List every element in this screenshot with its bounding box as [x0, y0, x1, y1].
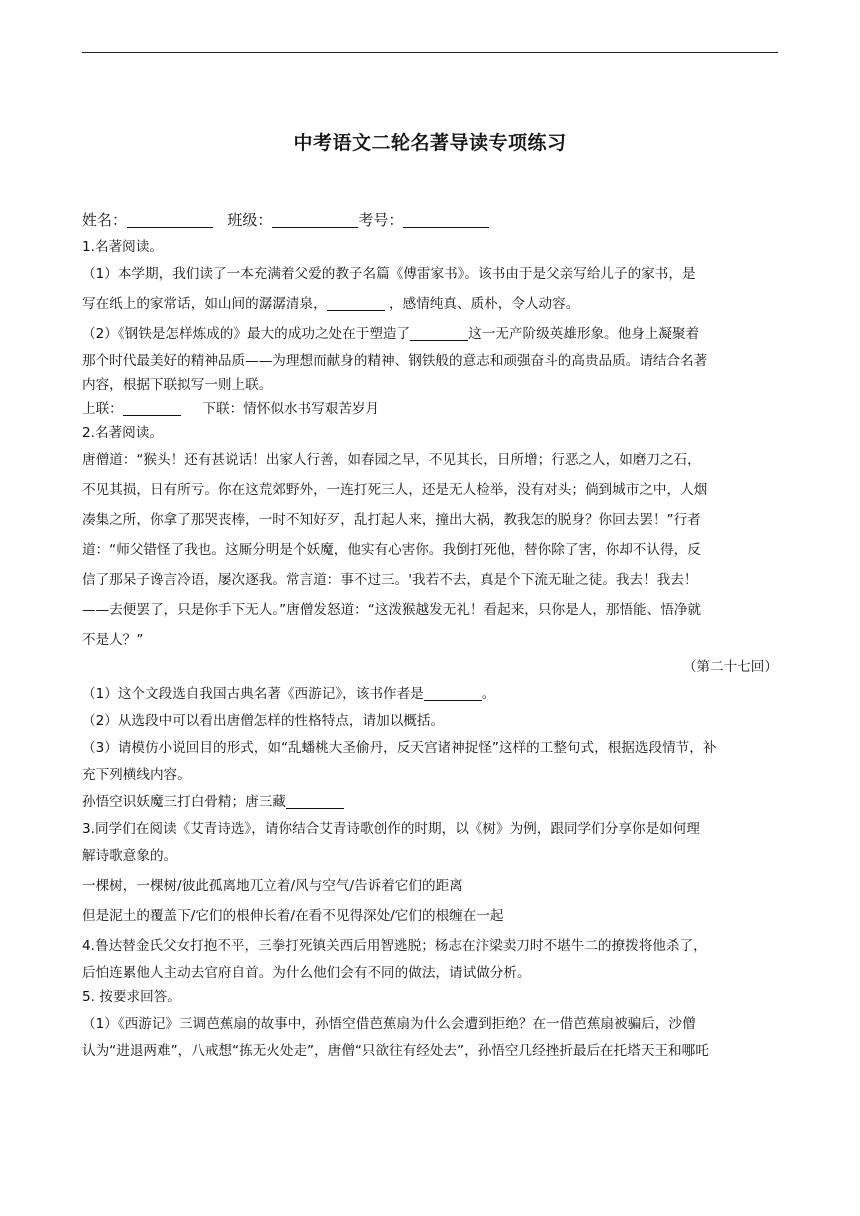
- q2-source: （第二十七回）: [682, 659, 778, 675]
- q2-sub3-line3: [82, 787, 778, 817]
- q2-passage-line: 不见其损，日有所亏。你在这荒郊野外，一连打死三人，还是无人检举，没有对头；倘到城市之中，人烟: [82, 482, 708, 498]
- class-label: 班级：: [227, 211, 273, 229]
- q3-line2: 解诗歌意象的。: [82, 848, 178, 864]
- q1-p1-text-a: 写在纸上的家常话，如山间的潺潺清泉，: [82, 296, 327, 312]
- q2-blank-1: [424, 684, 482, 701]
- student-info-line: [82, 205, 778, 235]
- q3-poem-line2: 但是泥土的覆盖下/它们的根伸长着/在看不见得深处/它们的根缠在一起: [82, 908, 504, 924]
- couplet-lower: 下联：情怀似水书写艰苦岁月: [202, 401, 380, 417]
- q2-heading: 2.名著阅读。: [82, 425, 163, 441]
- q2-passage-line: 道：“师父错怪了我也。这厮分明是个妖魔，他实有心害你。我倒打死他，替你除了害，你却不认得，反: [82, 542, 701, 558]
- q2-passage-line: 唐僧道：“猴头！还有甚说话！出家人行善，如春园之早，不见其长，日所增；行恶之人，如磨刀之石，: [82, 452, 701, 468]
- q1-blank-1: [327, 294, 385, 311]
- q1-p1-text-b: ，感情纯真、质朴，令人动容。: [389, 296, 580, 312]
- number-blank: [403, 211, 489, 228]
- q1-blank-2: [410, 324, 468, 341]
- q1-p2-line2: 那个时代最美好的精神品质——为理想而献身的精神、钢铁般的意志和顽强奋斗的高贵品质。请结合名著: [82, 353, 708, 369]
- name-label: 姓名：: [82, 211, 128, 229]
- q2-sub3-line1: （3）请模仿小说回目的形式，如“乱蟠桃大圣偷丹，反天宫诸神捉怪”这样的工整句式，根据选段情节，补: [82, 740, 717, 756]
- q1-heading: 1.名著阅读。: [82, 239, 163, 255]
- page-title: 中考语文二轮名著导读专项练习: [293, 132, 567, 154]
- q2-sub1-end: 。: [481, 686, 496, 702]
- q1-p2-line3: 内容，根据下联拟写一则上联。: [82, 377, 273, 393]
- q2-sub3-text: 孙悟空识妖魔三打白骨精；唐三藏: [82, 794, 286, 810]
- number-label: 考号：: [358, 211, 404, 229]
- q2-sub1: [82, 679, 778, 709]
- q2-passage-line: ——去便罢了，只是你手下无人。”唐僧发怒道：“这泼猴越发无礼！看起来，只你是人，那悟能、悟净就: [82, 602, 702, 618]
- q4-line1: 4.鲁达替金氏父女打抱不平，三拳打死镇关西后用智逃脱；杨志在汴梁卖刀时不堪牛二的撩拨将他杀了，: [82, 938, 707, 954]
- q3-poem-line1: 一棵树，一棵树/彼此孤离地兀立着/风与空气/告诉着它们的距离: [82, 878, 463, 894]
- name-blank: [127, 211, 213, 228]
- q5-line1: （1）《西游记》三调芭蕉扇的故事中，孙悟空借芭蕉扇为什么会遭到拒绝？在一借芭蕉扇被骗后，沙僧: [82, 1016, 696, 1032]
- q1-p2-text-b: 这一无产阶级英雄形象。他身上凝聚着: [468, 326, 700, 342]
- q1-p2-line1: [82, 319, 778, 349]
- q1-p2-text-a: （2）《钢铁是怎样炼成的》最大的成功之处在于塑造了: [82, 326, 411, 342]
- q1-p1-line1: （1）本学期，我们读了一本充满着父爱的教子名篇《傅雷家书》。该书由于是父亲写给儿子的家书，是: [82, 266, 696, 282]
- q2-sub3-line2: 充下列横线内容。: [82, 767, 191, 783]
- q2-passage-line: 信了那呆子谗言冷语，屡次逐我。常言道：事不过三。'我若不去，真是个下流无耻之徒。我去！我去！: [82, 572, 698, 588]
- q3-line1: 3.同学们在阅读《艾青诗选》，请你结合艾青诗歌创作的时期，以《树》为例，跟同学们分享你是如何理: [82, 821, 700, 837]
- header-rule: [82, 52, 778, 53]
- q2-sub2: （2）从选段中可以看出唐僧怎样的性格特点，请加以概括。: [82, 713, 445, 729]
- q5-heading: 5. 按要求回答。: [82, 989, 181, 1005]
- q5-line2: 认为“进退两难”，八戒想“拣无火处走”，唐僧“只欲往有经处去”，孙悟空几经挫折最后在托塔天王和哪吒: [82, 1043, 709, 1059]
- class-blank: [272, 211, 358, 228]
- couplet-upper-label: 上联：: [82, 401, 123, 417]
- q2-sub1-text: （1）这个文段选自我国古典名著《西游记》，该书作者是: [82, 686, 424, 702]
- q2-passage-line: 不是人？”: [82, 632, 144, 648]
- q1-p1-line2: [82, 289, 778, 319]
- q2-blank-2: [286, 792, 344, 809]
- q2-passage-line: 凑集之所，你拿了那哭丧棒，一时不知好歹，乱打起人来，撞出大祸，教我怎的脱身？你回去罢！”行者: [82, 512, 701, 528]
- q4-line2: 后怕连累他人主动去官府自首。为什么他们会有不同的做法，请试做分析。: [82, 965, 531, 981]
- q1-couplet: [82, 397, 778, 421]
- q1-blank-3: [123, 399, 181, 416]
- document-body: [82, 205, 778, 1063]
